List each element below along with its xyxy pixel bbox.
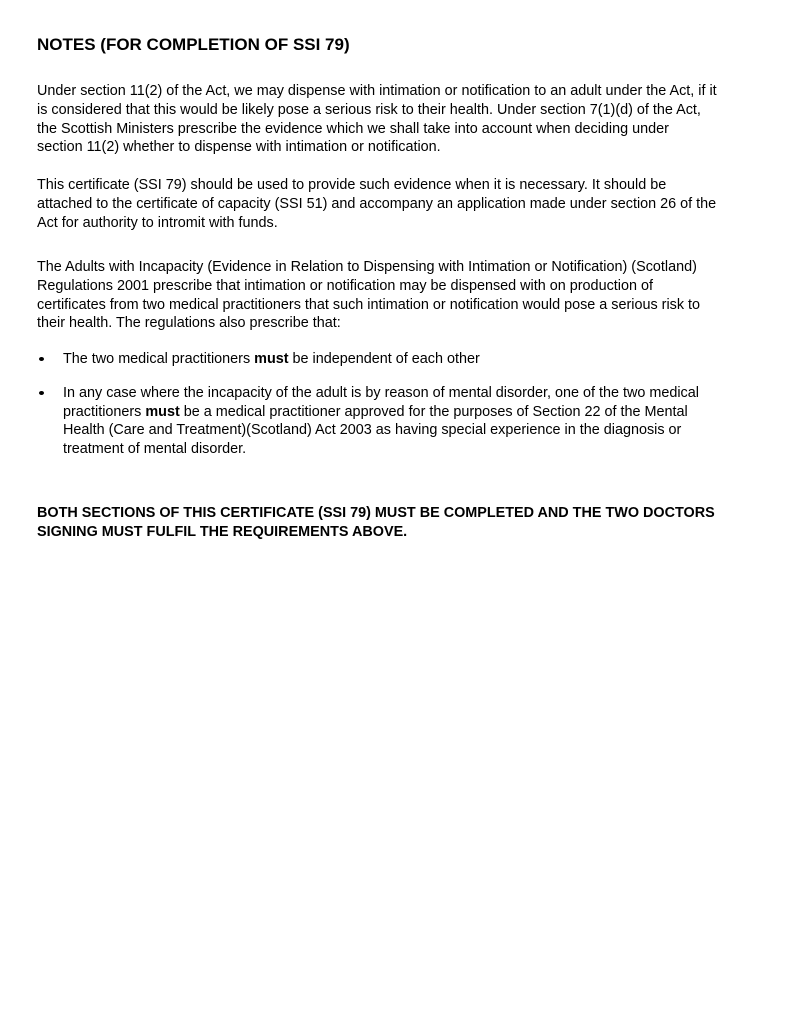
paragraph-regulations: The Adults with Incapacity (Evidence in Relation to Dispensing with Intimation or Notification) (Scotland) Regulations 2001 prescribe that intimation or notification may be dispensed with on production of certificates from two medical practitioners that such intimation or notification would pose a serious risk to their health. The regulations also prescribe that: [37, 259, 701, 332]
paragraph-dispensing-intimation: Under section 11(2) of the Act, we may dispense with intimation or notification to an adult under the Act, if it is considered that this would be likely pose a serious risk to their health. Under section 7(1)(d) of the Act, the Scottish Ministers prescribe the evidence which we shall take into account when deciding under section 11(2) whether to dispense with intimation or notification. [37, 83, 717, 156]
paragraph-certificate-usage: This certificate (SSI 79) should be used to provide such evidence when it is necessary. It should be attached to the certificate of capacity (SSI 51) and accompany an application made under section 26 of the Act for authority to intromit with funds. [37, 177, 717, 231]
bullet-emphasis: must [145, 403, 180, 420]
completion-requirement-note: BOTH SECTIONS OF THIS CERTIFICATE (SSI 79) MUST BE COMPLETED AND THE TWO DOCTORS SIGNING MUST FULFIL THE REQUIREMENTS ABOVE. [37, 505, 715, 540]
page-title: NOTES (FOR COMPLETION OF SSI 79) [37, 35, 350, 54]
bullet-text-before: In any case where the incapacity of the adult is by reason of mental disorder, one of the two medical practitioners [63, 384, 699, 420]
bullet-icon [39, 357, 44, 361]
bullet-text-after: be independent of each other [288, 351, 480, 367]
bullet-emphasis: must [254, 351, 289, 367]
list-item [37, 350, 717, 369]
bullet-text-before: The two medical practitioners [63, 351, 255, 367]
list-item [37, 384, 717, 459]
requirements-list [37, 350, 717, 474]
bullet-text-after: be a medical practitioner approved for the purposes of Section 22 of the Mental Health (Care and Treatment)(Scotland) Act 2003 as having special experience in the diagnosis or treatment of mental disorder. [63, 403, 688, 458]
bullet-icon [39, 391, 44, 395]
